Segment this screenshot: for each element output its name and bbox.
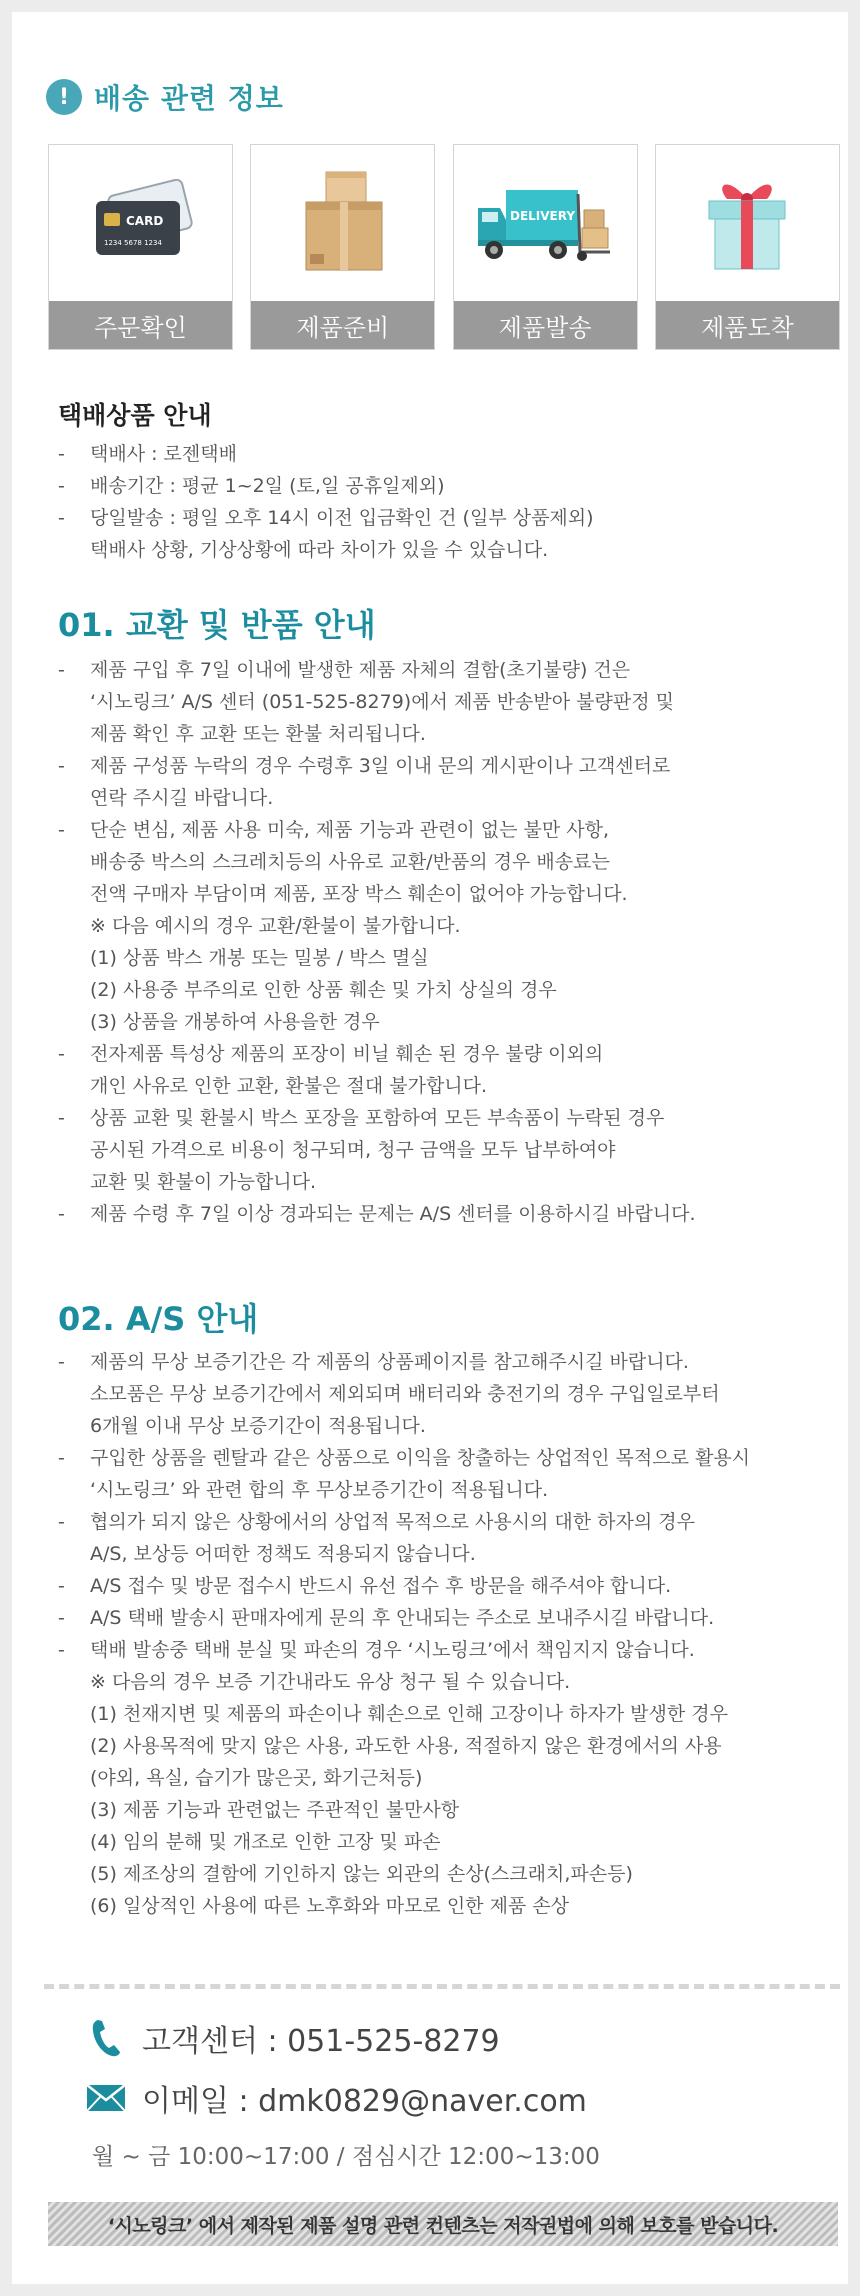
envelope-icon: [84, 2084, 128, 2112]
list-bullet: -: [58, 659, 65, 681]
step-arrival: [655, 144, 840, 350]
list-bullet: -: [58, 755, 65, 777]
list-item-line: 연락 주시길 바랍니다.: [90, 787, 274, 809]
list-bullet: -: [58, 475, 65, 497]
list-item-line: (3) 제품 기능과 관련없는 주관적인 불만사항: [90, 1799, 460, 1821]
exchange-section-title: 01. 교환 및 반품 안내: [58, 606, 376, 644]
list-item: [58, 1346, 750, 1442]
list-item-line: 교환 및 환불이 가능합니다.: [90, 1171, 317, 1193]
phone-number-text: 고객센터 : 051-525-8279: [142, 2024, 500, 2059]
list-item-line: 제품 수령 후 7일 이상 경과되는 문제는 A/S 센터를 이용하시길 바랍니다.: [90, 1203, 696, 1225]
list-bullet: -: [58, 1351, 65, 1373]
list-bullet: -: [58, 819, 65, 841]
exchange-info-list: [58, 654, 696, 1230]
list-item: [58, 654, 696, 750]
list-item: [58, 1506, 750, 1570]
as-section-title: 02. A/S 안내: [58, 1300, 259, 1338]
list-item: [58, 470, 594, 502]
list-item-line: ‘시노링크’ A/S 센터 (051-525-8279)에서 제품 반송받아 불량판정 및: [90, 691, 674, 713]
list-item-line: 배송기간 : 평균 1~2일 (토,일 공휴일제외): [90, 475, 445, 497]
list-item: [58, 750, 696, 814]
list-item-line: 구입한 상품을 렌탈과 같은 상품으로 이익을 창출하는 상업적인 목적으로 활용시: [90, 1447, 751, 1469]
step-label: 제품도착: [656, 301, 839, 349]
list-bullet: -: [58, 1447, 65, 1469]
card-number: 1234 5678 1234: [103, 239, 162, 247]
list-item-line: (1) 상품 박스 개봉 또는 밀봉 / 박스 멸실: [90, 947, 429, 969]
list-bullet: -: [58, 1107, 65, 1129]
list-item-line: A/S 접수 및 방문 접수시 반드시 유선 접수 후 방문을 해주셔야 합니다.: [90, 1575, 672, 1597]
list-item-line: 택배사 : 로젠택배: [90, 443, 237, 465]
list-item: [58, 1038, 696, 1102]
list-item-line: 상품 교환 및 환불시 박스 포장을 포함하여 모든 부속품이 누락된 경우: [90, 1107, 665, 1129]
email-address-text: 이메일 : dmk0829@naver.com: [142, 2084, 587, 2119]
list-item: [58, 502, 594, 566]
list-bullet: -: [58, 443, 65, 465]
list-item-line: 제품 확인 후 교환 또는 환불 처리됩니다.: [90, 723, 426, 745]
list-item: [58, 814, 696, 1038]
list-item-line: ※ 다음의 경우 보증 기간내라도 유상 청구 될 수 있습니다.: [90, 1671, 571, 1693]
list-item: [58, 1198, 696, 1230]
list-bullet: -: [58, 1575, 65, 1597]
dashed-divider: [44, 1984, 840, 1989]
list-item: [58, 438, 594, 470]
list-item-line: 제품의 무상 보증기간은 각 제품의 상품페이지를 참고해주시길 바랍니다.: [90, 1351, 689, 1373]
step-label: 제품준비: [251, 301, 434, 349]
list-item-line: 제품 구성품 누락의 경우 수령후 3일 이내 문의 게시판이나 고객센터로: [90, 755, 671, 777]
list-item-line: 당일발송 : 평일 오후 14시 이전 입금확인 건 (일부 상품제외): [90, 507, 594, 529]
delivery-truck-icon: [454, 145, 637, 303]
list-item-line: (4) 임의 분해 및 개조로 인한 고장 및 파손: [90, 1831, 441, 1853]
list-item: [58, 1602, 750, 1634]
list-item-line: 6개월 이내 무상 보증기간이 적용됩니다.: [90, 1415, 426, 1437]
list-item-line: 소모품은 무상 보증기간에서 제외되며 배터리와 충전기의 경우 구입일로부터: [90, 1383, 720, 1405]
as-info-list: [58, 1346, 750, 1922]
list-bullet: -: [58, 507, 65, 529]
list-item-line: ‘시노링크’ 와 관련 합의 후 무상보증기간이 적용됩니다.: [90, 1479, 549, 1501]
delivery-info-title: 택배상품 안내: [58, 401, 212, 430]
exclamation-icon: !: [46, 79, 82, 115]
list-item-line: ※ 다음 예시의 경우 교환/환불이 불가합니다.: [90, 915, 461, 937]
gift-box-icon: [656, 145, 839, 303]
list-item-line: (6) 일상적인 사용에 따른 노후화와 마모로 인한 제품 손상: [90, 1895, 570, 1917]
list-item-line: (5) 제조상의 결함에 기인하지 않는 외관의 손상(스크래치,파손등): [90, 1863, 633, 1885]
list-item-line: (3) 상품을 개봉하여 사용을한 경우: [90, 1011, 380, 1033]
list-item-line: 제품 구입 후 7일 이내에 발생한 제품 자체의 결함(초기불량) 건은: [90, 659, 631, 681]
list-item-line: (2) 사용중 부주의로 인한 상품 훼손 및 가치 상실의 경우: [90, 979, 557, 1001]
list-item-line: 택배 발송중 택배 분실 및 파손의 경우 ‘시노링크’에서 책임지지 않습니다.: [90, 1639, 695, 1661]
list-item: [58, 1442, 750, 1506]
list-item: [58, 1570, 750, 1602]
list-item: [58, 1102, 696, 1198]
credit-card-icon: [49, 145, 232, 303]
list-bullet: -: [58, 1043, 65, 1065]
list-item-line: (2) 사용목적에 맞지 않은 사용, 과도한 사용, 적절하지 않은 환경에서의 사용: [90, 1735, 722, 1757]
email-contact: [84, 2076, 587, 2120]
step-order-confirm: [48, 144, 233, 350]
list-item-line: 전자제품 특성상 제품의 포장이 비닐 훼손 된 경우 불량 이외의: [90, 1043, 604, 1065]
phone-contact: [84, 2016, 500, 2060]
step-label: 제품발송: [454, 301, 637, 349]
list-item-line: 개인 사유로 인한 교환, 환불은 절대 불가합니다.: [90, 1075, 488, 1097]
list-item-line: 배송중 박스의 스크레치등의 사유로 교환/반품의 경우 배송료는: [90, 851, 610, 873]
list-item-line: 협의가 되지 않은 상황에서의 상업적 목적으로 사용시의 대한 하자의 경우: [90, 1511, 695, 1533]
step-shipping: [453, 144, 638, 350]
list-bullet: -: [58, 1607, 65, 1629]
list-item-line: 전액 구매자 부담이며 제품, 포장 박스 훼손이 없어야 가능합니다.: [90, 883, 628, 905]
delivery-info-list: [58, 438, 594, 566]
business-hours: 월 ~ 금 10:00~17:00 / 점심시간 12:00~13:00: [92, 2144, 600, 2170]
card-text: CARD: [125, 214, 163, 228]
phone-icon: [84, 2018, 128, 2058]
list-bullet: -: [58, 1511, 65, 1533]
shipping-info-header: [46, 74, 284, 120]
list-item: [58, 1634, 750, 1922]
shipping-info-title: 배송 관련 정보: [94, 82, 284, 115]
list-item-line: A/S 택배 발송시 판매자에게 문의 후 안내되는 주소로 보내주시길 바랍니다.: [90, 1607, 715, 1629]
truck-text: DELIVERY: [510, 209, 576, 223]
list-item-line: 택배사 상황, 기상상황에 따라 차이가 있을 수 있습니다.: [90, 539, 549, 561]
list-item-line: (야외, 욕실, 습기가 많은곳, 화기근처등): [90, 1767, 423, 1789]
step-product-prep: [250, 144, 435, 350]
list-bullet: -: [58, 1203, 65, 1225]
delivery-steps: [48, 144, 840, 350]
list-item-line: 단순 변심, 제품 사용 미숙, 제품 기능과 관련이 없는 불만 사항,: [90, 819, 610, 841]
list-item-line: (1) 천재지변 및 제품의 파손이나 훼손으로 인해 고장이나 하자가 발생한 경우: [90, 1703, 728, 1725]
list-item-line: 공시된 가격으로 비용이 청구되며, 청구 금액을 모두 납부하여야: [90, 1139, 616, 1161]
list-item-line: A/S, 보상등 어떠한 정책도 적용되지 않습니다.: [90, 1543, 476, 1565]
copyright-notice: ‘시노링크’ 에서 제작된 제품 설명 관련 컨텐츠는 저작권법에 의해 보호를 받습니다.: [48, 2202, 838, 2246]
list-bullet: -: [58, 1639, 65, 1661]
boxes-icon: [251, 145, 434, 303]
step-label: 주문확인: [49, 301, 232, 349]
